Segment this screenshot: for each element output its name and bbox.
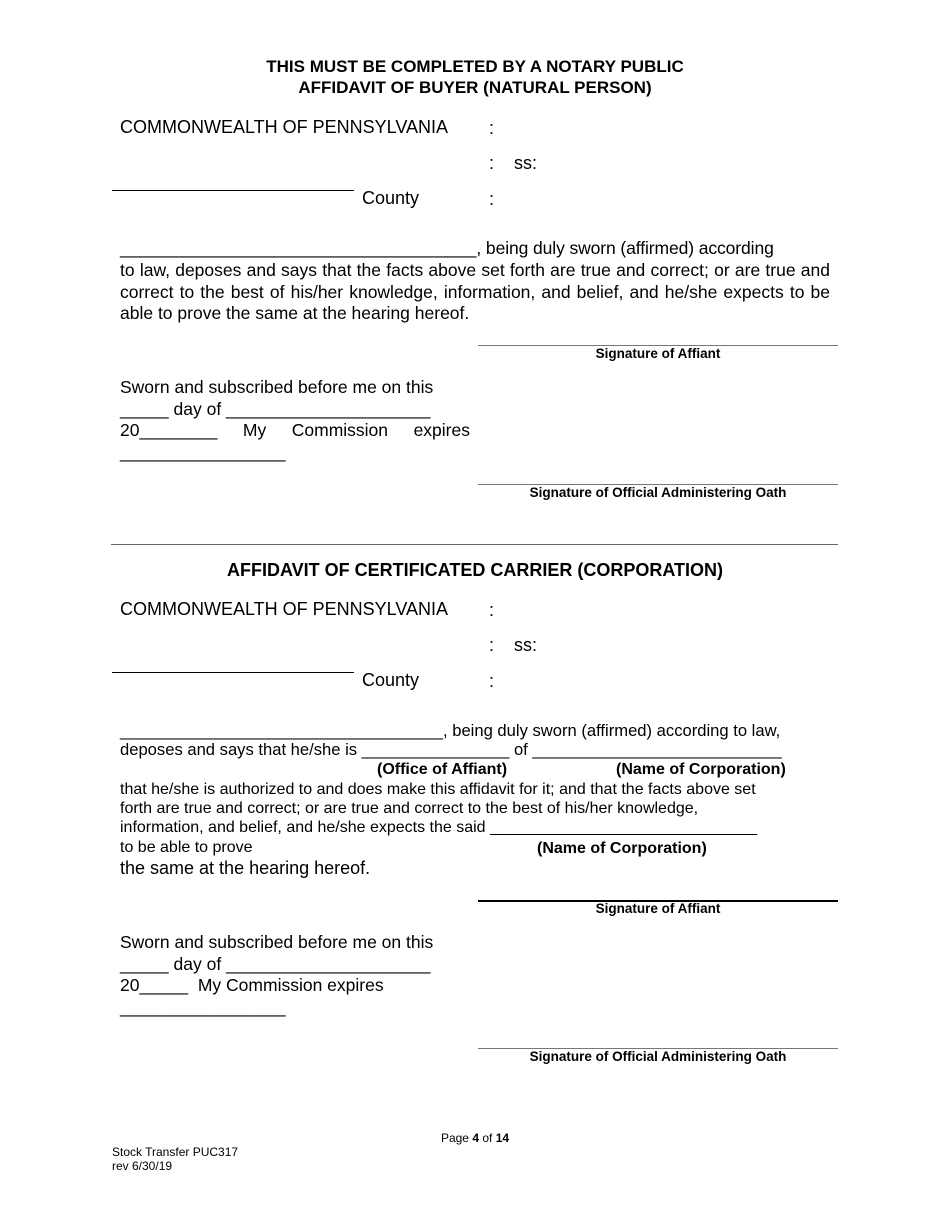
affiant-name-line: _____________________________________, being duly sworn (affirmed) according	[120, 238, 774, 258]
county-name-field-2[interactable]	[112, 672, 354, 673]
signature-affiant-label: Signature of Affiant	[595, 346, 721, 361]
subscribed-line-1-b: Sworn and subscribed before me on this	[120, 932, 434, 952]
colon-3: :	[489, 189, 495, 209]
statement-line-7: the same at the hearing hereof.	[120, 858, 371, 878]
word-my: My	[242, 420, 267, 440]
notary-notice: THIS MUST BE COMPLETED BY A NOTARY PUBLIC	[266, 57, 684, 76]
office-corporation-line: deposes and says that he/she is ________________ of ___________________________	[120, 740, 782, 759]
name-of-corporation-caption: (Name of Corporation)	[616, 761, 786, 778]
commonwealth-label: COMMONWEALTH OF PENNSYLVANIA	[120, 117, 449, 137]
colon-5: :	[489, 635, 495, 655]
form-id: Stock Transfer PUC317	[112, 1145, 239, 1159]
office-of-affiant-caption: (Office of Affiant)	[377, 761, 508, 778]
county-label: County	[362, 188, 420, 208]
ss-label-2: ss:	[514, 635, 538, 655]
page-number	[0, 1131, 950, 1145]
affidavit-carrier-title: AFFIDAVIT OF CERTIFICATED CARRIER (CORPORATION)	[227, 560, 723, 580]
page-total: 14	[495, 1131, 510, 1145]
revision-date: rev 6/30/19	[112, 1159, 173, 1173]
colon-2: :	[489, 153, 495, 173]
word-commission: Commission	[291, 420, 389, 440]
signature-official-label: Signature of Official Administering Oath	[529, 485, 787, 500]
word-expires: expires	[413, 420, 470, 440]
statement-line-6: to be able to prove	[120, 839, 253, 856]
subscribed-day-line-b: _____ day of _____________________	[120, 954, 431, 974]
commission-expires-line-b: 20_____ My Commission expires	[120, 975, 384, 995]
colon-1: :	[489, 118, 495, 138]
statement-line-5: information, and belief, and he/she expects the said ______________________________	[120, 819, 757, 836]
commission-expires-line	[120, 420, 470, 442]
page-of: of	[479, 1131, 496, 1145]
colon-6: :	[489, 671, 495, 691]
subscribed-day-line: _____ day of _____________________	[120, 399, 431, 419]
page-current: 4	[472, 1131, 479, 1145]
commonwealth-label-2: COMMONWEALTH OF PENNSYLVANIA	[120, 599, 449, 619]
signature-official-label-2: Signature of Official Administering Oath	[529, 1049, 787, 1064]
year-blank: 20________	[120, 420, 218, 440]
affidavit-buyer-title: AFFIDAVIT OF BUYER (NATURAL PERSON)	[298, 78, 652, 97]
signature-affiant-label-2: Signature of Affiant	[595, 901, 721, 916]
name-of-corporation-caption-2: (Name of Corporation)	[537, 840, 707, 857]
affiant-name-line-2: ___________________________________, being duly sworn (affirmed) according to law,	[120, 721, 781, 740]
statement-line-3: that he/she is authorized to and does make this affidavit for it; and that the facts above set	[120, 781, 756, 798]
expiry-blank-b: _________________	[120, 997, 286, 1017]
county-label-2: County	[362, 670, 420, 690]
county-name-field[interactable]	[112, 190, 354, 191]
subscribed-line-1: Sworn and subscribed before me on this	[120, 377, 434, 397]
expiry-blank: _________________	[120, 442, 286, 462]
section-divider	[111, 544, 838, 545]
colon-4: :	[489, 600, 495, 620]
sworn-statement: to law, deposes and says that the facts above set forth are true and correct; or are true and correct to the best of his/her knowledge, information, and belief, and he/she expects to be able to prove the same at the hearing hereof.	[120, 260, 830, 323]
ss-label: ss:	[514, 153, 538, 173]
page-prefix: Page	[440, 1131, 473, 1145]
statement-line-4: forth are true and correct; or are true and correct to the best of his/her knowledge,	[120, 800, 699, 817]
